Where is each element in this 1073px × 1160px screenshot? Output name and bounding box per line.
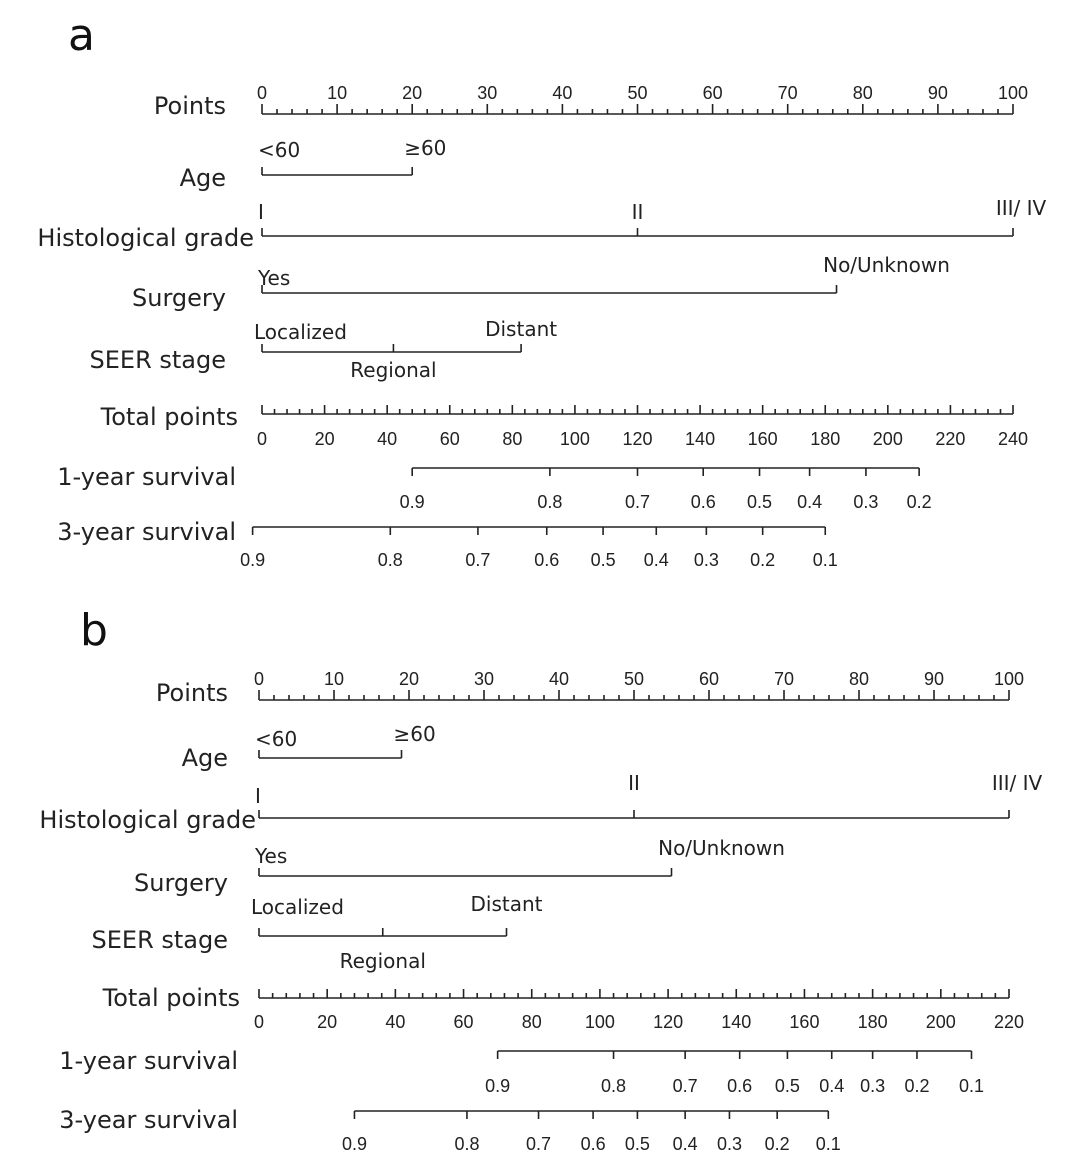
survival-tick-label: 0.7	[672, 1076, 698, 1096]
survival-tick-label: 0.5	[747, 492, 773, 512]
points-tick-label: 80	[852, 83, 873, 103]
category-label: ≥60	[404, 136, 447, 160]
total-tick-label: 20	[314, 429, 335, 449]
survival-tick-label: 0.3	[860, 1076, 886, 1096]
total-tick-label: 240	[997, 429, 1029, 449]
survival-axis-label: 1-year survival	[57, 463, 236, 491]
survival-tick-label: 0.9	[399, 492, 425, 512]
points-tick-label: 30	[477, 83, 498, 103]
total-tick-label: 0	[253, 1012, 265, 1032]
survival-tick-label: 0.9	[240, 550, 266, 570]
category-label: II	[631, 200, 644, 224]
survival-tick-label: 0.2	[904, 1076, 930, 1096]
points-tick-label: 70	[777, 83, 798, 103]
panel-letter: a	[68, 10, 95, 61]
survival-tick-label: 0.4	[672, 1134, 698, 1154]
total-tick-label: 140	[721, 1012, 752, 1032]
survival-tick-label: 0.7	[624, 492, 651, 512]
survival-tick-label: 0.5	[774, 1076, 800, 1096]
total-tick-label: 160	[747, 429, 778, 449]
survival-tick-label: 0.8	[601, 1076, 627, 1096]
category-label: Localized	[254, 320, 347, 344]
points-tick-label: 40	[552, 83, 573, 103]
total-tick-label: 40	[385, 1012, 406, 1032]
total-tick-label: 220	[993, 1012, 1025, 1032]
variable-label: Surgery	[132, 284, 226, 312]
category-label: <60	[255, 727, 298, 751]
category-label: I	[258, 200, 264, 224]
category-label: Yes	[258, 266, 291, 290]
survival-tick-label: 0.1	[815, 1134, 841, 1154]
survival-tick-label: 0.9	[341, 1134, 367, 1154]
total-tick-label: 60	[453, 1012, 474, 1032]
total-tick-label: 200	[925, 1012, 956, 1032]
category-label: Regional	[350, 358, 437, 382]
total-points-label: Total points	[100, 403, 238, 431]
category-label: Regional	[339, 949, 426, 973]
survival-tick-label: 0.8	[377, 550, 403, 570]
points-axis-label: Points	[153, 92, 226, 120]
total-points-label: Total points	[102, 984, 240, 1012]
points-tick-label: 90	[923, 669, 945, 689]
points-tick-label: 90	[927, 83, 948, 103]
points-tick-label: 0	[253, 669, 265, 689]
category-label: II	[628, 771, 640, 795]
variable-label: SEER stage	[91, 926, 228, 954]
points-tick-label: 20	[402, 83, 423, 103]
category-label: Distant	[485, 317, 558, 341]
survival-tick-label: 0.3	[853, 492, 879, 512]
category-label: III/ IV	[995, 196, 1047, 220]
total-tick-label: 180	[857, 1012, 888, 1032]
survival-tick-label: 0.7	[465, 550, 491, 570]
survival-tick-label: 0.5	[590, 550, 616, 570]
survival-tick-label: 0.1	[812, 550, 838, 570]
category-label: Distant	[470, 892, 543, 916]
points-tick-label: 30	[473, 669, 495, 689]
survival-tick-label: 0.2	[906, 492, 932, 512]
total-tick-label: 160	[789, 1012, 820, 1032]
survival-tick-label: 0.4	[643, 550, 669, 570]
total-tick-label: 40	[377, 429, 398, 449]
points-tick-label: 50	[623, 669, 645, 689]
panel-letter: b	[80, 605, 108, 656]
total-tick-label: 100	[584, 1012, 615, 1032]
nomogram-panel-b	[39, 605, 1042, 1154]
points-tick-label: 10	[323, 669, 345, 689]
points-tick-label: 100	[993, 669, 1025, 689]
survival-tick-label: 0.6	[690, 492, 716, 512]
variable-label: Histological grade	[39, 806, 256, 834]
survival-tick-label: 0.9	[485, 1076, 511, 1096]
points-tick-label: 10	[327, 83, 348, 103]
category-label: <60	[258, 138, 301, 162]
survival-axis-label: 3-year survival	[59, 1106, 238, 1134]
survival-tick-label: 0.6	[534, 550, 560, 570]
total-tick-label: 80	[502, 429, 523, 449]
category-label: Localized	[251, 895, 344, 919]
total-tick-label: 220	[935, 429, 966, 449]
survival-axis-label: 3-year survival	[57, 518, 236, 546]
variable-label: Age	[179, 164, 226, 192]
total-tick-label: 20	[317, 1012, 338, 1032]
nomogram-panel-a	[37, 10, 1046, 570]
category-label: No/Unknown	[658, 836, 785, 860]
survival-tick-label: 0.6	[727, 1076, 753, 1096]
category-label: III/ IV	[991, 771, 1043, 795]
survival-tick-label: 0.8	[537, 492, 563, 512]
points-tick-label: 50	[627, 83, 648, 103]
points-tick-label: 70	[773, 669, 795, 689]
variable-label: Surgery	[134, 869, 228, 897]
total-tick-label: 80	[521, 1012, 542, 1032]
category-label: No/Unknown	[823, 253, 950, 277]
total-tick-label: 180	[810, 429, 841, 449]
total-tick-label: 140	[685, 429, 716, 449]
survival-tick-label: 0.4	[797, 492, 823, 512]
total-tick-label: 120	[622, 429, 653, 449]
survival-tick-label: 0.3	[716, 1134, 742, 1154]
points-tick-label: 100	[997, 83, 1029, 103]
category-label: Yes	[255, 844, 288, 868]
survival-tick-label: 0.6	[580, 1134, 606, 1154]
survival-tick-label: 0.4	[819, 1076, 845, 1096]
category-label: I	[255, 784, 261, 808]
total-tick-label: 0	[256, 429, 268, 449]
variable-label: SEER stage	[89, 346, 226, 374]
points-tick-label: 20	[398, 669, 420, 689]
variable-label: Age	[181, 744, 228, 772]
points-tick-label: 0	[256, 83, 268, 103]
survival-tick-label: 0.2	[750, 550, 776, 570]
points-tick-label: 60	[698, 669, 720, 689]
total-tick-label: 60	[439, 429, 460, 449]
total-tick-label: 120	[653, 1012, 684, 1032]
survival-tick-label: 0.8	[454, 1134, 480, 1154]
survival-tick-label: 0.2	[764, 1134, 790, 1154]
category-label: ≥60	[393, 722, 436, 746]
survival-tick-label: 0.7	[526, 1134, 552, 1154]
total-tick-label: 100	[559, 429, 590, 449]
points-tick-label: 40	[548, 669, 570, 689]
points-axis-label: Points	[155, 679, 228, 707]
points-tick-label: 80	[848, 669, 870, 689]
variable-label: Histological grade	[37, 224, 254, 252]
total-tick-label: 200	[872, 429, 903, 449]
survival-axis-label: 1-year survival	[59, 1047, 238, 1075]
survival-tick-label: 0.1	[958, 1076, 985, 1096]
survival-tick-label: 0.3	[693, 550, 719, 570]
points-tick-label: 60	[702, 83, 723, 103]
survival-tick-label: 0.5	[624, 1134, 650, 1154]
